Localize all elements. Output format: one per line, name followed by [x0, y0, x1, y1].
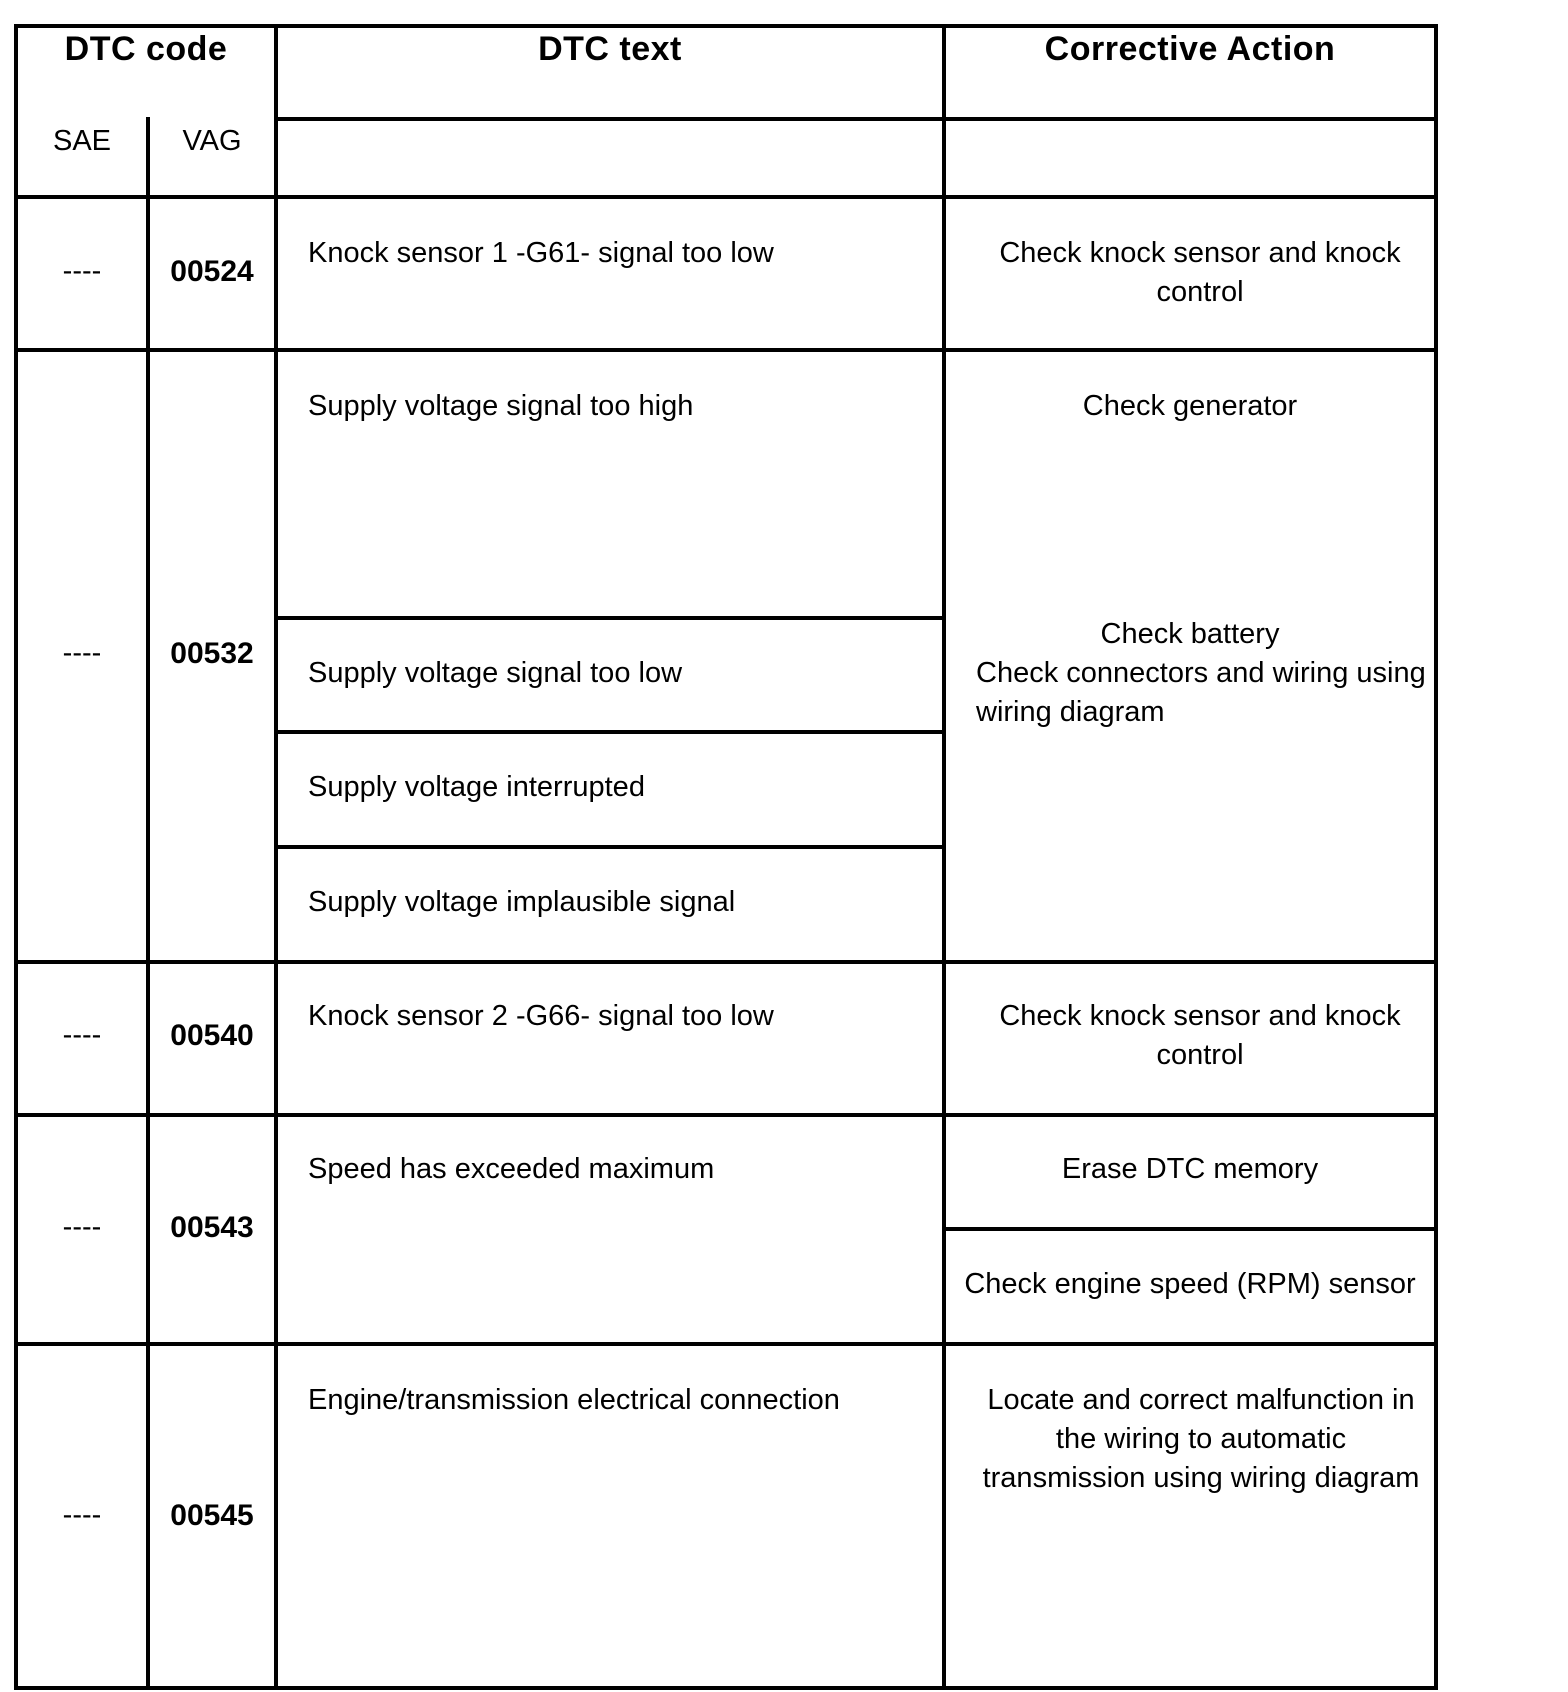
grid-line — [14, 348, 1438, 352]
corrective-action: Check knock sensor and knock control — [999, 1000, 1401, 1071]
grid-line — [14, 960, 1438, 964]
grid-line — [14, 1686, 1438, 1690]
header-sae: SAE — [52, 125, 112, 157]
grid-line — [274, 24, 278, 1690]
corrective-action: Check connectors and wiring using wiring diagram — [976, 657, 1426, 728]
grid-line — [274, 117, 1438, 121]
dtc-text: Engine/transmission electrical connection — [308, 1384, 840, 1416]
sae-code: ---- — [62, 1211, 102, 1243]
vag-code: 00524 — [170, 255, 254, 288]
corrective-action: Locate and correct malfunction in the wiring to automatic transmission using wiring diagram — [982, 1384, 1420, 1494]
dtc-text: Knock sensor 1 -G61- signal too low — [308, 237, 774, 269]
dtc-text: Supply voltage implausible signal — [308, 886, 736, 918]
header-dtc-text: DTC text — [538, 30, 682, 68]
header-corrective-action: Corrective Action — [1044, 30, 1336, 68]
vag-code: 00532 — [170, 637, 254, 670]
corrective-action: Check knock sensor and knock control — [999, 237, 1401, 308]
sae-code: ---- — [62, 255, 102, 287]
sae-code: ---- — [62, 637, 102, 669]
dtc-text: Speed has exceeded maximum — [308, 1153, 715, 1185]
dtc-text: Supply voltage interrupted — [308, 771, 645, 803]
corrective-action: Check generator — [1082, 390, 1298, 422]
corrective-action: Check battery — [1100, 618, 1280, 650]
dtc-text: Knock sensor 2 -G66- signal too low — [308, 1000, 774, 1032]
vag-code: 00540 — [170, 1019, 254, 1052]
dtc-text: Supply voltage signal too high — [308, 390, 694, 422]
grid-line — [14, 24, 1438, 28]
header-dtc-code: DTC code — [64, 30, 228, 68]
grid-line — [946, 1227, 1438, 1231]
vag-code: 00545 — [170, 1499, 254, 1532]
grid-line — [274, 616, 946, 620]
grid-line — [14, 1342, 1438, 1346]
grid-line — [14, 1113, 1438, 1117]
grid-line — [1434, 24, 1438, 1690]
corrective-action: Check engine speed (RPM) sensor — [964, 1268, 1416, 1300]
corrective-action: Erase DTC memory — [1061, 1153, 1319, 1185]
dtc-text: Supply voltage signal too low — [308, 657, 683, 689]
grid-line — [14, 195, 1438, 199]
grid-line — [274, 730, 946, 734]
sae-code: ---- — [62, 1019, 102, 1051]
header-vag: VAG — [182, 125, 242, 157]
sae-code: ---- — [62, 1499, 102, 1531]
grid-line — [274, 845, 946, 849]
grid-line — [942, 24, 946, 1690]
grid-line — [146, 117, 150, 1690]
vag-code: 00543 — [170, 1211, 254, 1244]
